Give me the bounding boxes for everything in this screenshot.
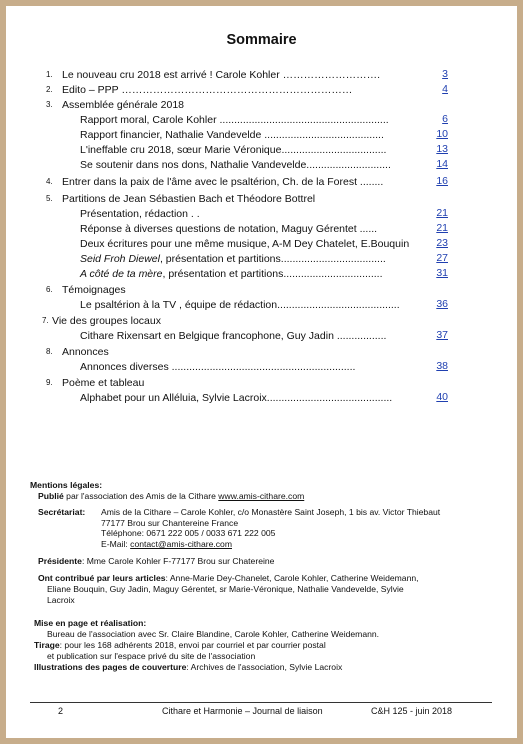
toc-number: 7. — [42, 316, 49, 325]
contrib-text: : Anne-Marie Dey-Chanelet, Carole Kohler, Catherine Weidemann, — [165, 573, 419, 583]
toc-number: 8. — [46, 347, 53, 356]
toc-title: Vie des groupes locaux — [52, 315, 161, 327]
secretariat-line: Amis de la Cithare – Carole Kohler, c/o Monastère Saint Joseph, 1 bis av. Victor Thiebaut — [101, 507, 441, 517]
toc-page-link[interactable]: 23 — [436, 237, 448, 249]
print-run — [34, 640, 504, 651]
toc-title: Le psaltérion à la TV , équipe de rédaction — [80, 299, 278, 311]
toc-leader: .......................................................... — [219, 114, 389, 126]
toc-title: Rapport financier, Nathalie Vandevelde — [80, 129, 265, 141]
mise-label: Mise en page et réalisation: — [34, 618, 147, 628]
tirage-label: Tirage — [34, 640, 60, 650]
website-link[interactable]: www.amis-cithare.com — [218, 491, 305, 501]
toc-entry — [80, 222, 377, 236]
layout-credit-text: Bureau de l'association avec Sr. Claire Blandine, Carole Kohler, Catherine Weidemann. — [47, 629, 380, 639]
toc-italic-title: A côté de ta mère — [80, 268, 163, 280]
email-label: E-Mail: — [101, 538, 131, 549]
toc-page-link[interactable]: 21 — [436, 207, 448, 219]
toc-number: 9. — [46, 378, 53, 387]
toc-number: 4. — [46, 177, 53, 186]
toc-number: 2. — [46, 85, 53, 94]
publisher-line — [38, 491, 508, 502]
toc-entry — [80, 391, 392, 405]
publie-label: Publié — [38, 491, 64, 501]
toc-leader: ...... — [359, 223, 378, 235]
toc-title: Témoignages — [62, 284, 126, 296]
contrib-line: Eliane Bouquin, Guy Jadin, Maguy Gérentet, sr Marie-Véronique, Nathalie Vandevelde, Sylvie — [47, 584, 404, 594]
print-run-continued: et publication sur l'espace privé du site de l'association — [47, 651, 256, 661]
toc-page-link[interactable]: 31 — [436, 267, 448, 279]
toc-title: L'ineffable cru 2018, sœur Marie Véronique — [80, 144, 282, 156]
layout-credit — [34, 618, 504, 629]
footer-divider — [30, 702, 492, 703]
toc-entry — [80, 128, 384, 142]
toc-title: Alphabet pour un Alléluia, Sylvie Lacroix — [80, 392, 267, 404]
toc-leader: ........................................... — [266, 392, 393, 404]
toc-entry — [62, 68, 380, 82]
contributors-continued — [47, 584, 517, 605]
toc-title: Edito – PPP — [62, 84, 122, 96]
footer-issue: C&H 125 - juin 2018 — [371, 706, 453, 716]
contrib-line: Lacroix — [47, 594, 75, 605]
secretariat-label-text: Secrétariat: — [38, 507, 86, 517]
toc-title: Cithare Rixensart en Belgique francophone, Guy Jadin — [80, 330, 337, 342]
toc-leader: .................................. — [283, 268, 383, 280]
toc-title: Seid Froh Diewel, présentation et partitions — [80, 253, 281, 265]
email-link[interactable]: contact@amis-cithare.com — [130, 538, 232, 549]
secretariat-line: 77177 Brou sur Chantereine France — [101, 517, 239, 528]
toc-entry — [80, 158, 391, 172]
toc-leader: ......................................... — [264, 129, 384, 141]
toc-entry — [52, 314, 161, 328]
toc-italic-title: Seid Froh Diewel — [80, 253, 160, 265]
toc-page-link[interactable]: 36 — [436, 298, 448, 310]
toc-page-link[interactable]: 37 — [436, 329, 448, 341]
toc-page-link[interactable]: 6 — [442, 113, 448, 125]
toc-page-link[interactable]: 27 — [436, 252, 448, 264]
toc-leader: ................. — [336, 330, 387, 342]
toc-entry — [80, 143, 386, 157]
toc-number: 1. — [46, 70, 53, 79]
toc-title: A côté de ta mère, présentation et partitions — [80, 268, 284, 280]
toc-leader: ........ — [359, 176, 384, 188]
footer-journal: Cithare et Harmonie – Journal de liaison — [162, 706, 323, 716]
toc-page-link[interactable]: 13 — [436, 143, 448, 155]
toc-leader: ………………………………………………………… — [121, 84, 353, 96]
toc-page-link[interactable]: 4 — [442, 83, 448, 95]
legal-heading-text: Mentions légales: — [30, 480, 103, 490]
page-title: Sommaire — [226, 32, 297, 48]
toc-page-link[interactable]: 3 — [442, 68, 448, 80]
toc-title: Rapport moral, Carole Kohler — [80, 114, 220, 126]
toc-title: Poème et tableau — [62, 377, 145, 389]
toc-entry — [62, 83, 352, 97]
toc-entry — [62, 98, 184, 112]
toc-title: Le nouveau cru 2018 est arrivé ! Carole Kohler — [62, 69, 283, 81]
contributors-line — [38, 573, 508, 584]
illus-label: Illustrations des pages de couverture — [34, 662, 187, 672]
toc-entry — [62, 175, 383, 189]
toc-entry — [80, 329, 386, 343]
toc-entry — [62, 192, 315, 206]
legal-heading — [30, 480, 500, 491]
toc-page-link[interactable]: 10 — [436, 128, 448, 140]
toc-page-link[interactable]: 14 — [436, 158, 448, 170]
toc-number: 5. — [46, 194, 53, 203]
toc-title: Partitions de Jean Sébastien Bach et Théodore Bottrel — [62, 193, 316, 205]
tirage-text: : pour les 168 adhérents 2018, envoi par courriel et par courrier postal — [59, 640, 326, 650]
toc-entry — [80, 298, 400, 312]
toc-leader: .................................... — [281, 144, 387, 156]
toc-title: Assemblée générale 2018 — [62, 99, 185, 111]
toc-entry — [62, 283, 126, 297]
toc-entry — [62, 345, 109, 359]
toc-title: Réponse à diverses questions de notation, Maguy Gérentet — [80, 223, 360, 235]
toc-leader: ............................................................... — [171, 361, 356, 373]
email-line — [101, 539, 511, 550]
presidente-line — [38, 556, 508, 567]
toc-leader: ............................. — [306, 159, 391, 171]
secretariat-line: Téléphone: 0671 222 005 / 0033 671 222 005 — [101, 528, 276, 539]
illus-text: : Archives de l'association, Sylvie Lacroix — [186, 662, 343, 672]
toc-leader: ………………………. — [282, 69, 381, 81]
toc-entry — [80, 267, 383, 281]
presidente-text: : Mme Carole Kohler F-77177 Brou sur Chatereine — [81, 556, 275, 566]
toc-title: Deux écritures pour une même musique, A-M Dey Chatelet, E.Bouquin — [80, 238, 410, 250]
document-page — [6, 6, 517, 738]
toc-title: Se soutenir dans nos dons, Nathalie Vandevelde — [80, 159, 307, 171]
toc-entry — [62, 376, 144, 390]
presidente-label: Présidente — [38, 556, 82, 566]
cover-illustrations — [34, 662, 504, 673]
toc-entry — [80, 113, 389, 127]
secretariat-block — [101, 507, 511, 549]
toc-number: 6. — [46, 285, 53, 294]
contrib-label: Ont contribué par leurs articles — [38, 573, 166, 583]
toc-leader: .......................................... — [277, 299, 400, 311]
toc-title: Présentation, rédaction . . — [80, 208, 200, 220]
toc-page-link[interactable]: 16 — [436, 175, 448, 187]
toc-title: Entrer dans la paix de l'âme avec le psaltérion, Ch. de la Forest — [62, 176, 360, 188]
toc-title: Annonces — [62, 346, 109, 358]
toc-entry — [80, 252, 386, 266]
toc-entry — [80, 237, 409, 251]
toc-entry — [80, 360, 355, 374]
toc-page-link[interactable]: 40 — [436, 391, 448, 403]
toc-number: 3. — [46, 100, 53, 109]
toc-page-link[interactable]: 38 — [436, 360, 448, 372]
toc-page-link[interactable]: 21 — [436, 222, 448, 234]
toc-leader: .................................... — [280, 253, 386, 265]
footer-page-number: 2 — [58, 706, 64, 716]
publie-text: par l'association des Amis de la Cithare — [63, 491, 219, 501]
toc-entry — [80, 207, 200, 221]
toc-title: Annonces diverses — [80, 361, 172, 373]
